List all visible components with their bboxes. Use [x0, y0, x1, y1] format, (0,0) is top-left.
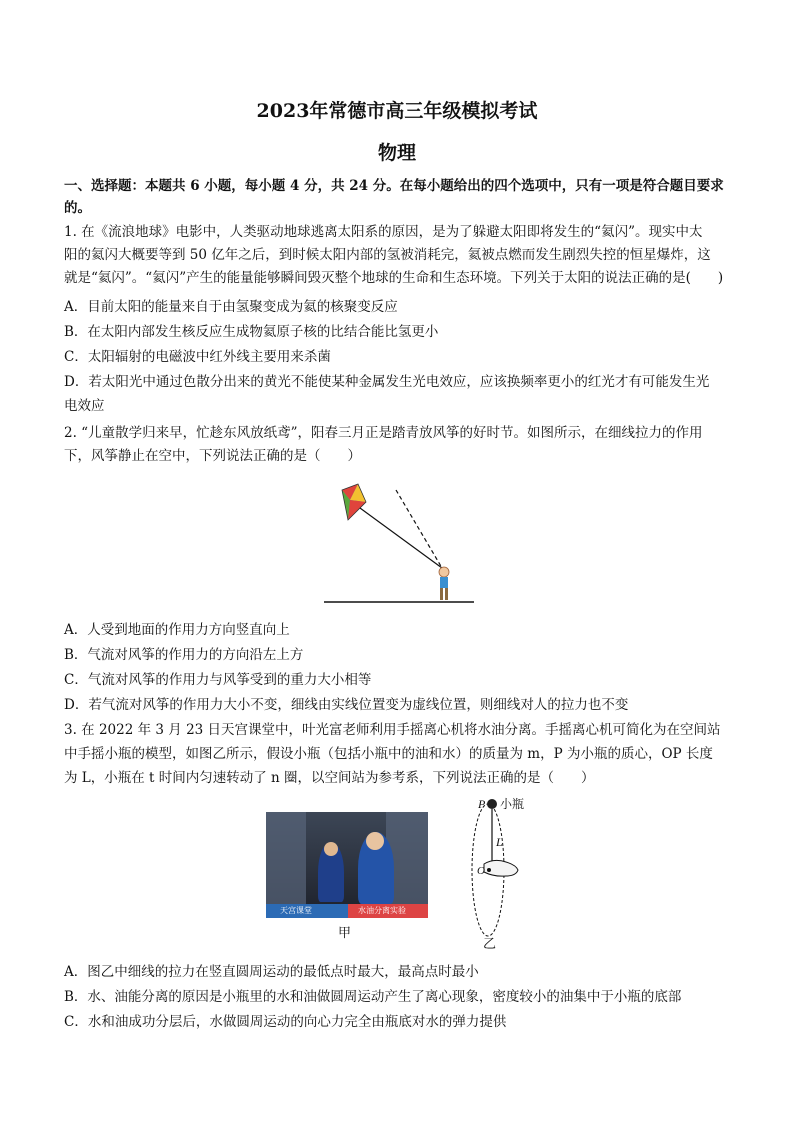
q2-stem-2: 下，风筝静止在空中，下列说法正确的是（ ） [64, 448, 361, 464]
q1-option-d-cont: 电效应 [64, 398, 105, 414]
bottle-icon [487, 799, 497, 809]
section-heading-cont: 的。 [64, 200, 91, 216]
q2-stem-1: 2. “儿童散学归来早，忙趁东风放纸鸢”，阳春三月正是踏青放风筝的好时节。如图所示，在细线拉力的作用 [64, 425, 703, 441]
q3-option-c: C．水和油成功分层后，水做圆周运动的向心力完全由瓶底对水的弹力提供 [64, 1014, 507, 1030]
q2-option-d: D．若气流对风筝的作用力大小不变，细线由实线位置变为虚线位置，则细线对人的拉力也不变 [64, 697, 629, 713]
string-solid [360, 508, 442, 568]
q1-stem-3: 就是“氦闪”。“氦闪”产生的能量能够瞬间毁灭整个地球的生命和生态环境。下列关于太阳的说法正确的是( ) [64, 270, 724, 286]
q3-option-b: B．水、油能分离的原因是小瓶里的水和油做圆周运动产生了离心现象，密度较小的油集中于小瓶的底部 [64, 989, 682, 1005]
photo-banner-right: 水油分离实验 [358, 906, 406, 915]
photo-banner-left: 天宫课堂 [280, 906, 312, 915]
q1-option-b: B．在太阳内部发生核反应生成物氦原子核的比结合能比氢更小 [64, 324, 439, 340]
q2-option-b: B．气流对风筝的作用力的方向沿左上方 [64, 647, 304, 663]
string-dashed [396, 490, 442, 568]
section-heading: 一、选择题：本题共 6 小题，每小题 4 分，共 24 分。在每小题给出的四个选项中，只有一项是符合题目要求 [64, 178, 724, 194]
kite-icon [342, 484, 366, 520]
kite-figure [320, 478, 480, 608]
q2-option-c: C．气流对风筝的作用力与风筝受到的重力大小相等 [64, 672, 372, 688]
label-bottle: 小瓶 [500, 797, 525, 811]
q1-option-a: A．目前太阳的能量来自于由氢聚变成为氦的核聚变反应 [64, 299, 398, 315]
caption-yi: 乙 [483, 937, 497, 950]
q1-option-c: C．太阳辐射的电磁波中红外线主要用来杀菌 [64, 349, 331, 365]
q2-option-a: A．人受到地面的作用力方向竖直向上 [64, 622, 290, 638]
label-L: L [496, 835, 503, 849]
q3-stem-2: 中手摇小瓶的模型，如图乙所示，假设小瓶（包括小瓶中的油和水）的质量为 m，P 为小瓶的质心，OP 长度 [64, 746, 713, 762]
centrifuge-diagram [462, 790, 552, 950]
subject-title: 物理 [377, 142, 416, 164]
q1-stem-2: 阳的氦闪大概要等到 50 亿年之后，到时候太阳内部的氢被消耗完，氦被点燃而发生剧烈失控的恒星爆炸，这 [64, 247, 711, 263]
exam-title: 2023年常德市高三年级模拟考试 [256, 100, 538, 122]
q3-stem-3: 为 L，小瓶在 t 时间内匀速转动了 n 圈，以空间站为参考系，下列说法正确的是（ ） [64, 770, 595, 786]
space-station-photo [266, 812, 428, 918]
child-icon [439, 567, 449, 600]
q3-option-a: A．图乙中细线的拉力在竖直圆周运动的最低点时最大，最高点时最小 [64, 964, 479, 980]
label-P: P [478, 797, 486, 811]
q1-stem-1: 1. 在《流浪地球》电影中，人类驱动地球逃离太阳系的原因，是为了躲避太阳即将发生的“氦闪”。现实中太 [64, 224, 703, 240]
caption-jia: 甲 [338, 926, 352, 941]
q3-stem-1: 3. 在 2022 年 3 月 23 日天宫课堂中，叶光富老师利用手摇离心机将水油分离。手摇离心机可简化为在空间站 [64, 722, 721, 738]
label-O: O [477, 865, 485, 877]
q1-option-d: D．若太阳光中通过色散分出来的黄光不能使某种金属发生光电效应，应该换频率更小的红光才有可能发生光 [64, 374, 710, 390]
